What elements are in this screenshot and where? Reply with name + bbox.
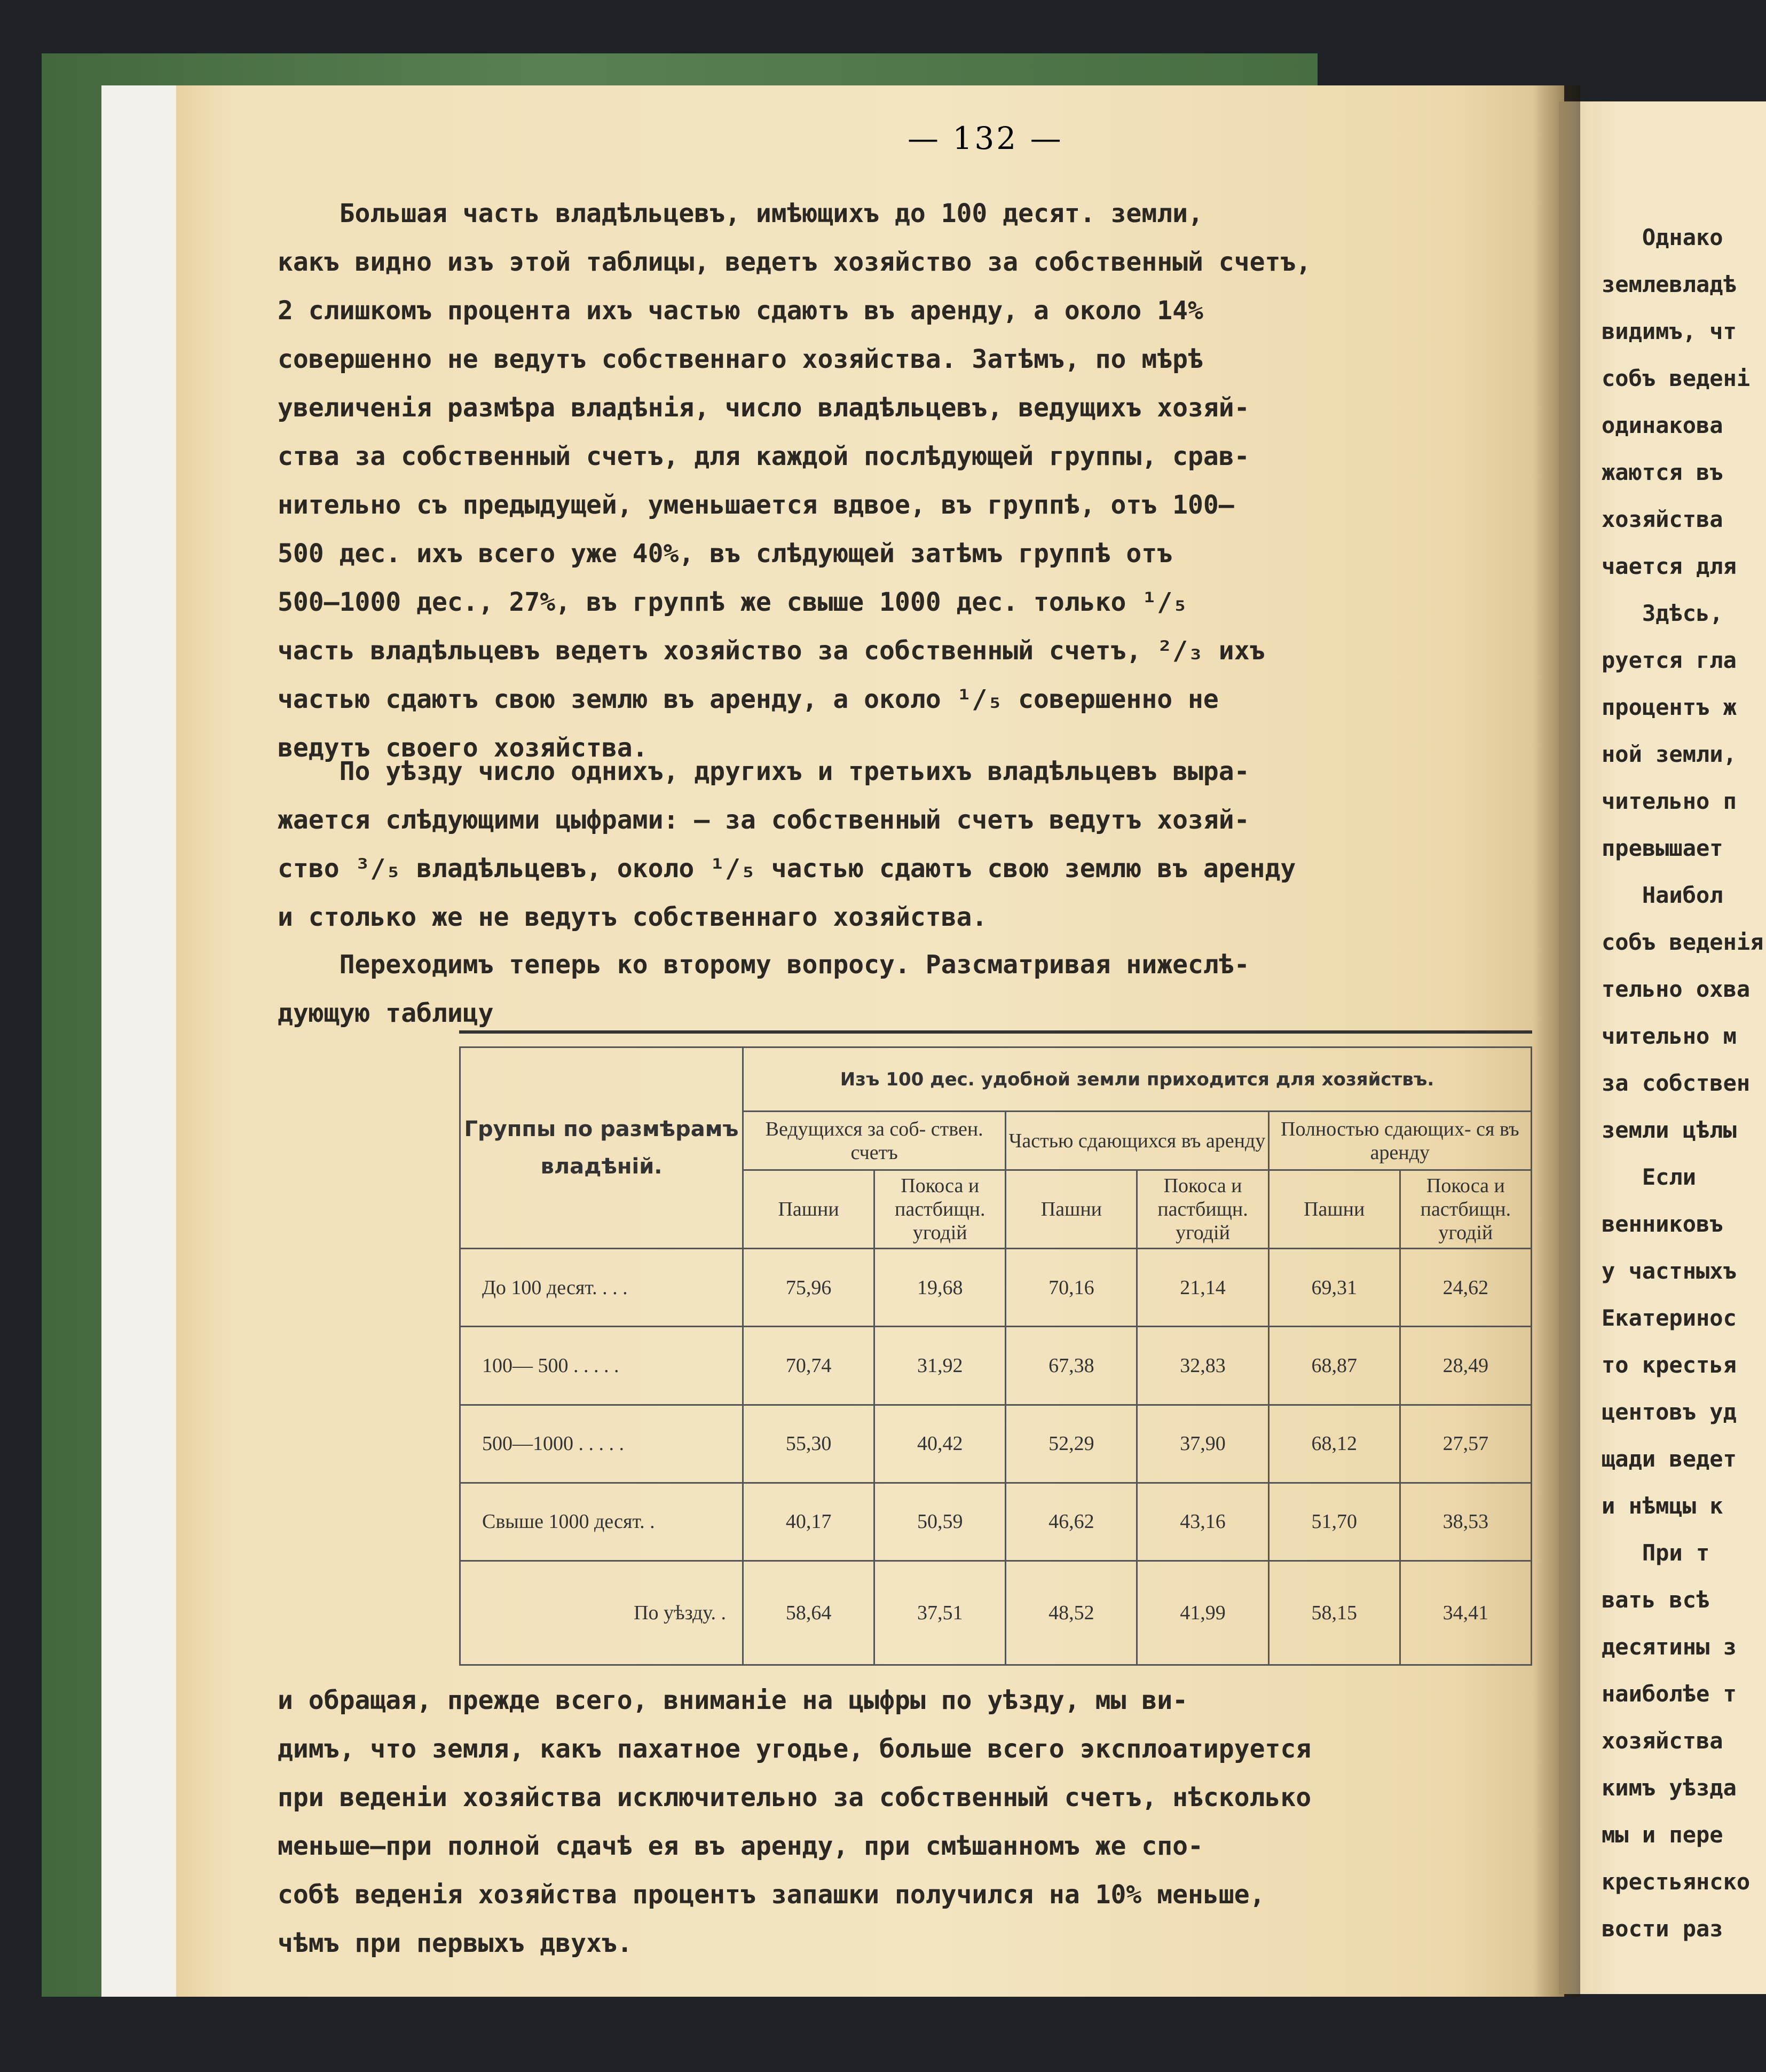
table-row: Свыше 1000 десят. . 40,17 50,59 46,62 43,16 51,70 38,53: [460, 1483, 1532, 1561]
leaf-header: Пашни: [1268, 1170, 1400, 1249]
table-total-row: По уѣзду. . 58,64 37,51 48,52 41,99 58,15 34,41: [460, 1561, 1532, 1665]
right-page-line: Однако: [1602, 224, 1723, 250]
text-line: Переходимъ теперь ко второму вопросу. Разсматривая нижеслѣ-: [278, 950, 1250, 980]
right-page-line: Здѣсь,: [1602, 600, 1723, 626]
right-page-line: вать всѣ: [1602, 1587, 1710, 1613]
text-line: 2 слишкомъ процента ихъ частью сдаютъ въ аренду, а около 14%: [278, 296, 1203, 326]
right-page-line: чается для: [1602, 553, 1737, 579]
right-page-line: собъ веденія: [1602, 929, 1764, 955]
right-page-line: и нѣмцы к: [1602, 1493, 1723, 1519]
text-line: какъ видно изъ этой таблицы, ведетъ хозяйство за собственный счетъ,: [278, 247, 1312, 277]
right-page-line: у частныхъ: [1602, 1258, 1737, 1284]
right-page-line: вости раз: [1602, 1916, 1723, 1942]
right-page-line: одинакова: [1602, 412, 1723, 438]
text-line: Большая часть владѣльцевъ, имѣющихъ до 100 десят. земли,: [278, 199, 1203, 229]
right-page-line: ной земли,: [1602, 741, 1737, 767]
text-line: часть владѣльцевъ ведетъ хозяйство за собственный счетъ, ²/₃ ихъ: [278, 636, 1265, 666]
text-line: увеличенія размѣра владѣнія, число владѣльцевъ, ведущихъ хозяй-: [278, 393, 1250, 423]
leaf-header: Покоса и пастбищн. угодій: [1137, 1170, 1268, 1249]
right-page: [1559, 101, 1766, 1994]
right-page-line: видимъ, чт: [1602, 318, 1737, 344]
right-page-line: за собствен: [1602, 1070, 1751, 1096]
text-line: 500—1000 дес., 27%, въ группѣ же свыше 1000 дес. только ¹/₅: [278, 587, 1188, 617]
text-line: ства за собственный счетъ, для каждой послѣдующей группы, срав-: [278, 442, 1250, 471]
right-page-line: землевладѣ: [1602, 271, 1737, 297]
text-line: меньше—при полной сдачѣ ея въ аренду, при смѣшанномъ же спо-: [278, 1831, 1203, 1861]
right-page-line: щади ведет: [1602, 1446, 1737, 1472]
text-line: ведутъ своего хозяйства.: [278, 733, 648, 763]
paragraph-3: [278, 941, 1543, 1038]
right-page-line: жаются въ: [1602, 459, 1723, 485]
subheader-own: Ведущихся за соб- ствен. счетъ: [743, 1112, 1006, 1170]
right-page-line: чительно п: [1602, 788, 1737, 814]
right-page-line: десятины з: [1602, 1634, 1737, 1660]
text-line: и обращая, прежде всего, вниманіе на цыфры по уѣзду, мы ви-: [278, 1685, 1188, 1715]
right-page-line: кимъ уѣзда: [1602, 1775, 1737, 1801]
right-page-line: венниковъ: [1602, 1211, 1723, 1237]
paragraph-2: [278, 747, 1543, 942]
text-line: при веденіи хозяйства исключительно за собственный счетъ, нѣсколько: [278, 1783, 1312, 1813]
text-line: частью сдаютъ свою землю въ аренду, а около ¹/₅ совершенно не: [278, 684, 1219, 714]
right-page-line: руется гла: [1602, 647, 1737, 673]
leaf-header: Пашни: [1006, 1170, 1137, 1249]
right-page-line: собъ ведені: [1602, 365, 1751, 391]
right-page-line: превышает: [1602, 835, 1723, 861]
right-page-line: процентъ ж: [1602, 694, 1737, 720]
right-page-line: Если: [1602, 1164, 1697, 1190]
text-line: и столько же не ведутъ собственнаго хозяйства.: [278, 902, 988, 932]
text-line: 500 дес. ихъ всего уже 40%, въ слѣдующей затѣмъ группѣ отъ: [278, 539, 1173, 569]
table-top-rule: [459, 1030, 1532, 1034]
right-page-line: тельно охва: [1602, 976, 1751, 1002]
table-row: До 100 десят. . . . 75,96 19,68 70,16 21,14 69,31 24,62: [460, 1249, 1532, 1327]
text-line: По уѣзду число однихъ, другихъ и третьихъ владѣльцевъ выра-: [278, 757, 1250, 786]
paragraph-4: [278, 1676, 1543, 1968]
main-header: Изъ 100 дес. удобной земли приходится для хозяйствъ.: [743, 1047, 1532, 1112]
leaf-header: Покоса и пастбищн. угодій: [1400, 1170, 1531, 1249]
subheader-partial: Частью сдающихся въ аренду: [1006, 1112, 1268, 1170]
text-line: жается слѣдующими цыфрами: — за собственный счетъ ведутъ хозяй-: [278, 805, 1250, 835]
text-line: чѣмъ при первыхъ двухъ.: [278, 1928, 633, 1958]
right-page-line: земли цѣлы: [1602, 1117, 1737, 1143]
text-line: собѣ веденія хозяйства процентъ запашки получился на 10% меньше,: [278, 1880, 1265, 1910]
right-page-line: крестьянско: [1602, 1869, 1751, 1895]
right-page-line: мы и пере: [1602, 1822, 1723, 1848]
text-line: димъ, что земля, какъ пахатное угодье, больше всего эксплоатируется: [278, 1734, 1312, 1764]
subheader-full: Полностью сдающих- ся въ аренду: [1268, 1112, 1531, 1170]
right-page-line: центовъ уд: [1602, 1399, 1737, 1425]
right-page-line: При т: [1602, 1540, 1710, 1566]
right-page-line: то крестья: [1602, 1352, 1737, 1378]
statistics-table: [459, 1046, 1532, 1666]
table-row: 500—1000 . . . . . 55,30 40,42 52,29 37,90 68,12 27,57: [460, 1405, 1532, 1483]
table-row: 100— 500 . . . . . 70,74 31,92 67,38 32,83 68,87 28,49: [460, 1327, 1532, 1405]
page-number: — 132 —: [908, 120, 1063, 156]
text-line: совершенно не ведутъ собственнаго хозяйства. Затѣмъ, по мѣрѣ: [278, 344, 1203, 374]
paragraph-1: [278, 190, 1543, 773]
leaf-header: Пашни: [743, 1170, 874, 1249]
right-page-line: Наибол: [1602, 882, 1723, 908]
right-page-line: чительно м: [1602, 1023, 1737, 1049]
leaf-header: Покоса и пастбищн. угодій: [874, 1170, 1006, 1249]
text-line: нительно съ предыдущей, уменьшается вдвое, въ группѣ, отъ 100—: [278, 490, 1234, 520]
groups-header: Группы по размѣрамъ владѣній.: [460, 1047, 743, 1249]
text-line: ство ³/₅ владѣльцевъ, около ¹/₅ частью сдаютъ свою землю въ аренду: [278, 854, 1296, 884]
right-page-line: Екатеринос: [1602, 1305, 1737, 1331]
text-line: дующую таблицу: [278, 998, 494, 1028]
right-page-line: хозяйства: [1602, 1728, 1723, 1754]
right-page-line: хозяйства: [1602, 506, 1723, 532]
right-page-line: наиболѣе т: [1602, 1681, 1737, 1707]
